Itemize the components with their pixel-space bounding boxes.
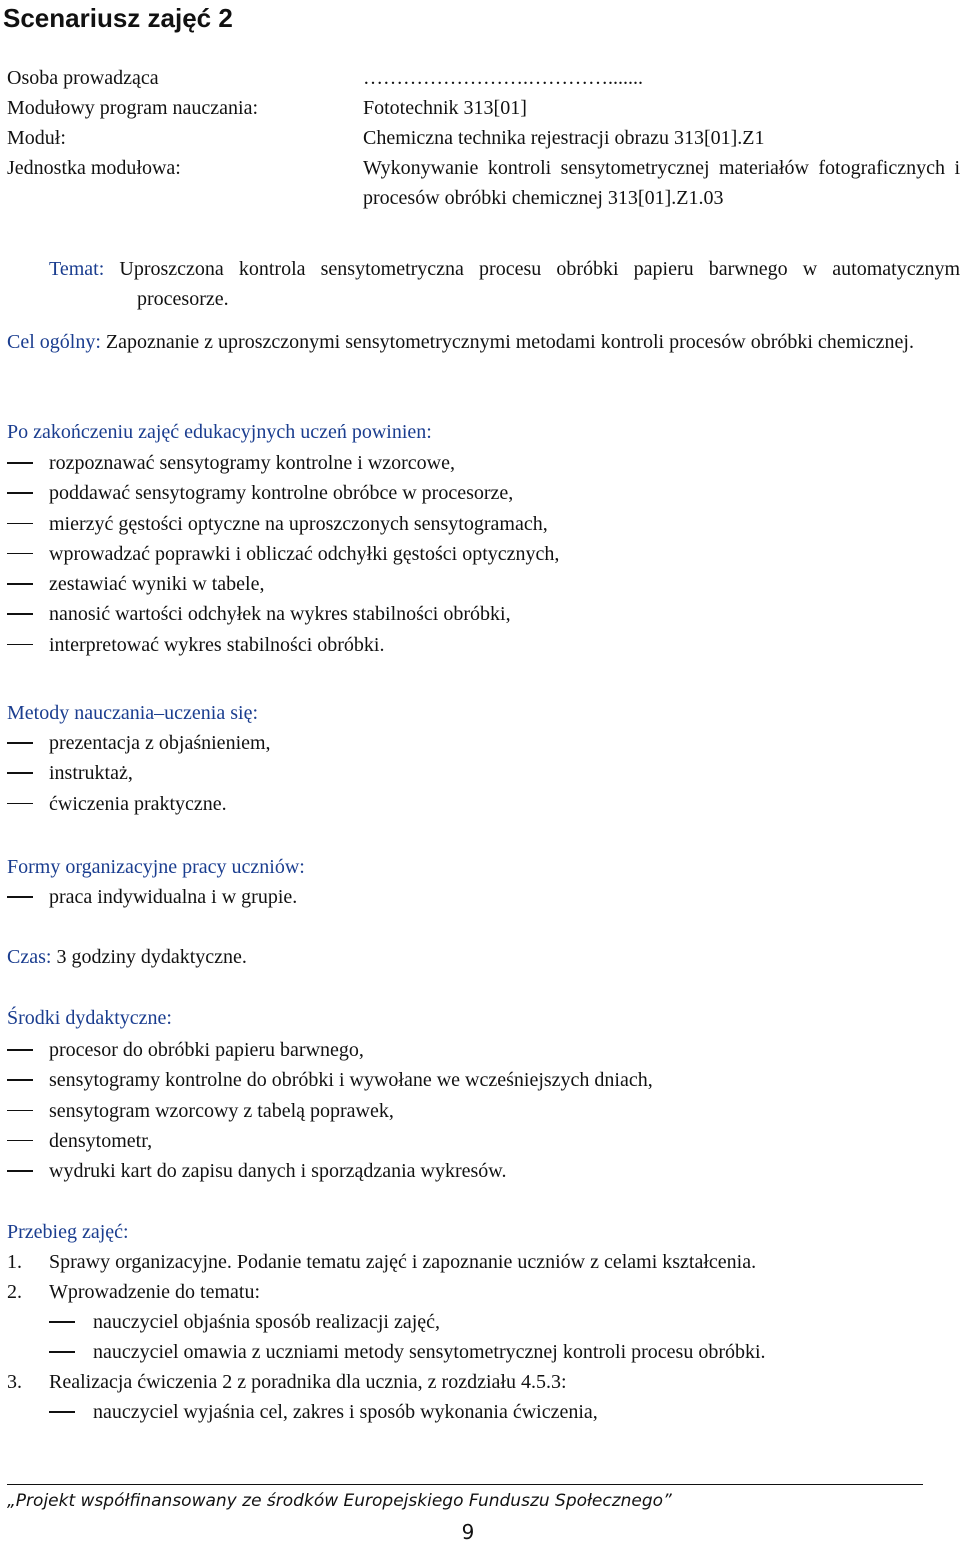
- info-label: Jednostka modułowa:: [7, 157, 181, 179]
- resources-heading: Środki dydaktyczne:: [7, 1007, 172, 1029]
- dash-bullet: [7, 896, 33, 898]
- dash-bullet: [49, 1351, 75, 1353]
- info-row-module: [7, 123, 960, 153]
- dash-bullet: [7, 1079, 33, 1081]
- info-value: …………………….………….......: [363, 67, 643, 89]
- dash-bullet: [7, 553, 33, 555]
- info-label: Modułowy program nauczania:: [7, 97, 259, 119]
- info-label: Moduł:: [7, 127, 66, 149]
- list-item: ćwiczenia praktyczne.: [7, 789, 957, 819]
- step-number: 2.: [7, 1281, 22, 1303]
- dash-bullet: [7, 803, 33, 805]
- info-value: Fototechnik 313[01]: [363, 97, 527, 119]
- list-item: prezentacja z objaśnieniem,: [7, 728, 957, 758]
- dash-bullet: [7, 1140, 33, 1142]
- list-item: procesor do obróbki papieru barwnego,: [7, 1035, 957, 1065]
- list-item: wydruki kart do zapisu danych i sporządzania wykresów.: [7, 1156, 957, 1186]
- step-sublist: [49, 1307, 957, 1367]
- footer-divider: [7, 1484, 923, 1485]
- list-item: zestawiać wyniki w tabele,: [7, 569, 957, 599]
- page-number: 9: [461, 1520, 475, 1544]
- outcomes-heading: Po zakończeniu zajęć edukacyjnych uczeń powinien:: [7, 421, 432, 443]
- dash-bullet: [7, 1110, 33, 1112]
- time-paragraph: [7, 942, 247, 972]
- list-item: instruktaż,: [7, 758, 957, 788]
- dash-bullet: [7, 772, 33, 774]
- goal-text: Zapoznanie z uproszczonymi sensytometrycznymi metodami kontroli procesów obróbki chemicznej.: [105, 331, 914, 353]
- dash-bullet: [7, 492, 33, 494]
- list-item: sensytogram wzorcowy z tabelą poprawek,: [7, 1096, 957, 1126]
- list-item: wprowadzać poprawki i obliczać odchyłki gęstości optycznych,: [7, 539, 957, 569]
- time-label: Czas:: [7, 946, 52, 968]
- list-item: rozpoznawać sensytogramy kontrolne i wzorcowe,: [7, 448, 957, 478]
- forms-list: [7, 882, 957, 912]
- topic-text: Uproszczona kontrola sensytometryczna procesu obróbki papieru barwnego w automatycznym procesorze.: [119, 258, 960, 310]
- step-text: Realizacja ćwiczenia 2 z poradnika dla ucznia, z rozdziału 4.5.3:: [49, 1371, 567, 1393]
- course-step: [7, 1247, 957, 1277]
- course-heading: Przebieg zajęć:: [7, 1221, 129, 1243]
- info-label: Osoba prowadząca: [7, 67, 159, 89]
- dash-bullet: [7, 644, 33, 646]
- outcomes-list: [7, 448, 957, 660]
- info-value: Chemiczna technika rejestracji obrazu 313[01].Z1: [363, 127, 765, 149]
- course-steps: [7, 1247, 957, 1427]
- goal-label: Cel ogólny:: [7, 331, 101, 353]
- dash-bullet: [7, 1170, 33, 1172]
- list-item: nauczyciel omawia z uczniami metody sensytometrycznej kontroli procesu obróbki.: [49, 1337, 957, 1367]
- dash-bullet: [7, 523, 33, 525]
- info-value: Wykonywanie kontroli sensytometrycznej materiałów fotograficznych i procesów obróbki chemicznej 313[01].Z1.03: [363, 157, 960, 209]
- info-block: [7, 63, 960, 213]
- dash-bullet: [7, 613, 33, 615]
- info-row-unit: [7, 153, 960, 213]
- course-step: [7, 1367, 957, 1427]
- step-number: 1.: [7, 1251, 22, 1273]
- info-row-trainer: [7, 63, 960, 93]
- topic-paragraph: [49, 254, 960, 314]
- methods-heading: Metody nauczania–uczenia się:: [7, 702, 258, 724]
- methods-list: [7, 728, 957, 819]
- info-row-program: [7, 93, 960, 123]
- step-text: Wprowadzenie do tematu:: [49, 1281, 261, 1303]
- list-item: densytometr,: [7, 1126, 957, 1156]
- page-title: Scenariusz zajęć 2: [3, 3, 233, 33]
- dash-bullet: [7, 742, 33, 744]
- dash-bullet: [49, 1321, 75, 1323]
- time-text: 3 godziny dydaktyczne.: [56, 946, 247, 968]
- dash-bullet: [7, 462, 33, 464]
- dash-bullet: [7, 583, 33, 585]
- list-item: interpretować wykres stabilności obróbki.: [7, 630, 957, 660]
- step-text: Sprawy organizacyjne. Podanie tematu zajęć i zapoznanie uczniów z celami kształcenia.: [49, 1251, 757, 1273]
- list-item: mierzyć gęstości optyczne na uproszczonych sensytogramach,: [7, 509, 957, 539]
- list-item: nanosić wartości odchyłek na wykres stabilności obróbki,: [7, 599, 957, 629]
- list-item: poddawać sensytogramy kontrolne obróbce w procesorze,: [7, 478, 957, 508]
- list-item: nauczyciel objaśnia sposób realizacji zajęć,: [49, 1307, 957, 1337]
- course-step: [7, 1277, 957, 1367]
- topic-label: Temat:: [49, 258, 105, 280]
- dash-bullet: [49, 1411, 75, 1413]
- footer-text: „Projekt współfinansowany ze środków Europejskiego Funduszu Społecznego”: [7, 1491, 672, 1511]
- forms-heading: Formy organizacyjne pracy uczniów:: [7, 856, 305, 878]
- dash-bullet: [7, 1049, 33, 1051]
- goal-paragraph: [7, 327, 960, 357]
- step-number: 3.: [7, 1371, 22, 1393]
- list-item: sensytogramy kontrolne do obróbki i wywołane we wcześniejszych dniach,: [7, 1065, 957, 1095]
- step-sublist: [49, 1397, 957, 1427]
- list-item: praca indywidualna i w grupie.: [7, 882, 957, 912]
- resources-list: [7, 1035, 957, 1186]
- list-item: nauczyciel wyjaśnia cel, zakres i sposób wykonania ćwiczenia,: [49, 1397, 957, 1427]
